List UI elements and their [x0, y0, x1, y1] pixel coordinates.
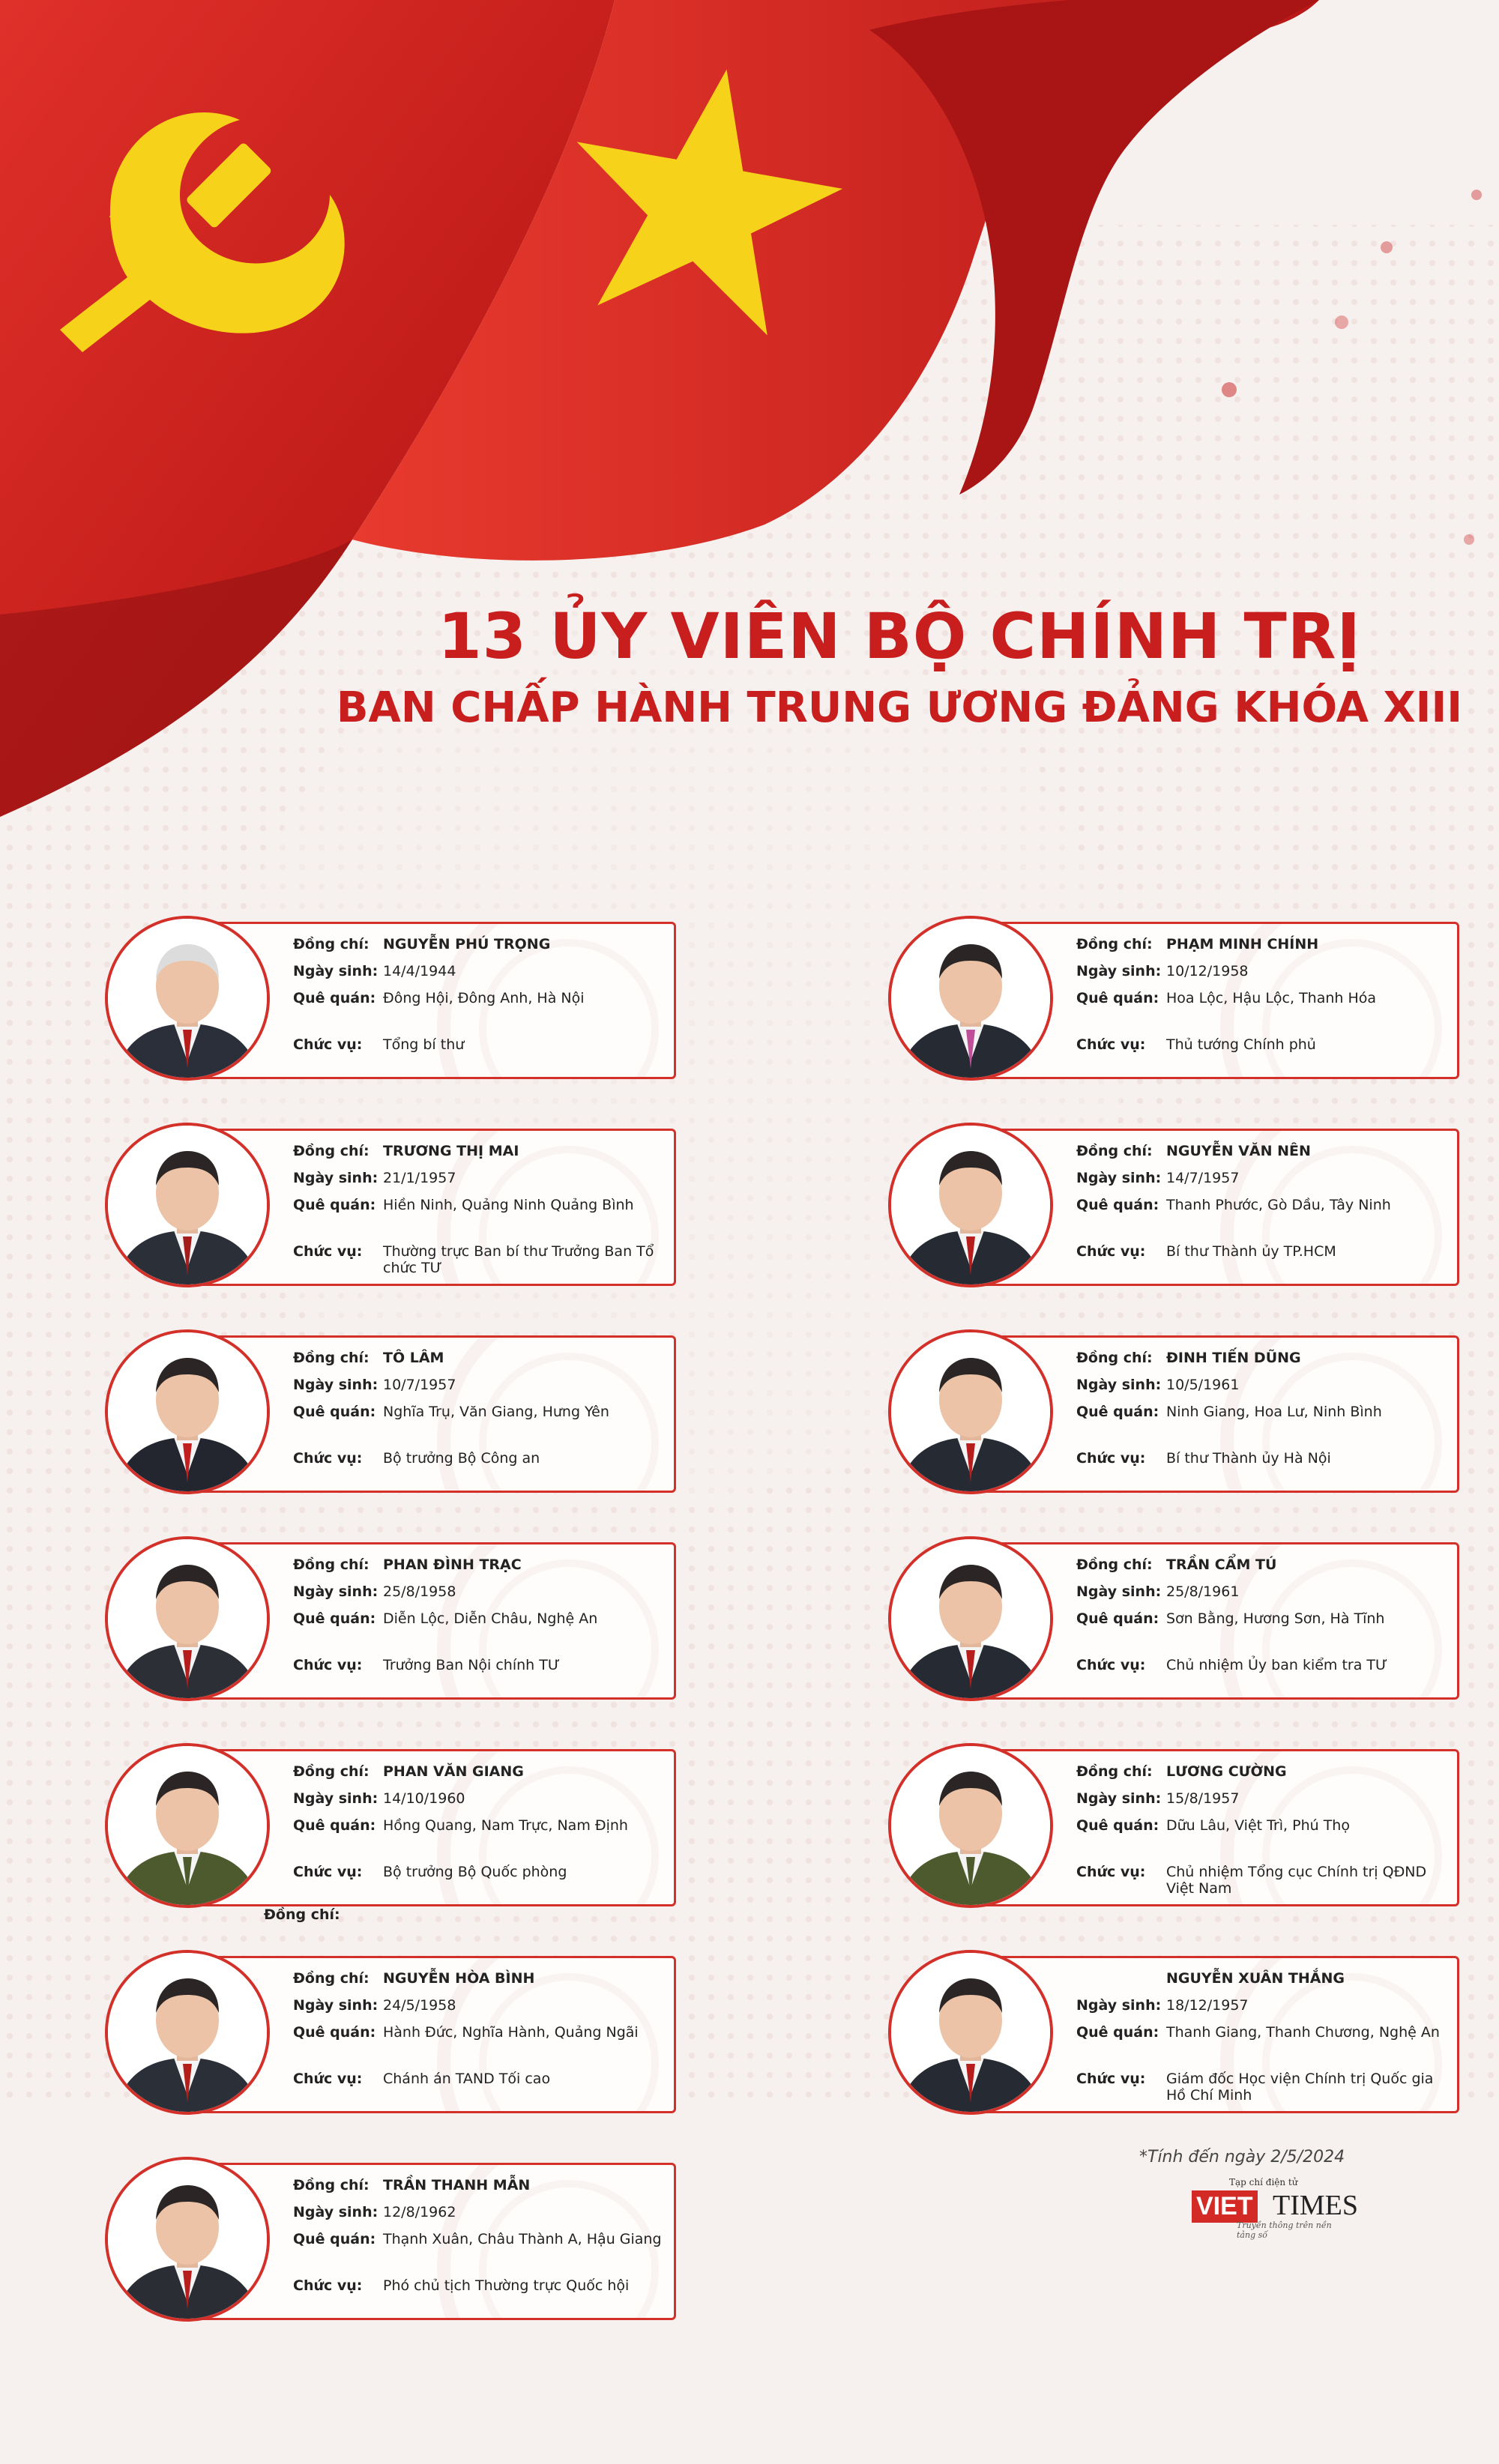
field-value: 21/1/1957 [383, 1170, 456, 1186]
field-value: Sơn Bằng, Hương Sơn, Hà Tĩnh [1166, 1610, 1385, 1627]
member-name: NGUYỄN XUÂN THẮNG [1166, 1970, 1345, 1987]
field-value: Hiền Ninh, Quảng Ninh Quảng Bình [383, 1197, 634, 1213]
member-photo [105, 1536, 270, 1701]
portrait-image [108, 1126, 267, 1284]
portrait-image [891, 1953, 1050, 2112]
member-name: NGUYỄN HÒA BÌNH [383, 1970, 535, 1987]
field-value: 14/7/1957 [1166, 1170, 1240, 1186]
field-label: Quê quán: [1076, 1404, 1159, 1420]
field-value: Chủ nhiệm Ủy ban kiểm tra TƯ [1166, 1657, 1388, 1673]
portrait-image [108, 1539, 267, 1698]
field-value: Đông Hội, Đông Anh, Hà Nội [383, 990, 585, 1006]
field-label: Ngày sinh: [293, 2204, 378, 2220]
field-value: 10/7/1957 [383, 1377, 456, 1393]
field-label: Quê quán: [1076, 1197, 1159, 1213]
viettimes-logo [1192, 2177, 1358, 2240]
member-card [105, 1743, 682, 1908]
field-label: Quê quán: [293, 2024, 376, 2041]
member-name: LƯƠNG CƯỜNG [1166, 1763, 1287, 1780]
field-value: Giám đốc Học viện Chính trị Quốc gia Hồ Chí Minh [1166, 2071, 1434, 2104]
field-label: Quê quán: [293, 1610, 376, 1627]
page-subtitle: BAN CHẤP HÀNH TRUNG ƯƠNG ĐẢNG KHÓA XIII [336, 683, 1463, 732]
member-photo [888, 1536, 1053, 1701]
field-label: Ngày sinh: [293, 1377, 378, 1393]
member-card [888, 916, 1465, 1081]
field-value: Tổng bí thư [383, 1036, 465, 1053]
member-name: PHAN VĂN GIANG [383, 1763, 524, 1780]
field-label: Ngày sinh: [293, 1583, 378, 1600]
member-card [105, 916, 682, 1081]
field-value: Thanh Phước, Gò Dầu, Tây Ninh [1166, 1197, 1391, 1213]
member-photo [888, 916, 1053, 1081]
field-value: Thạnh Xuân, Châu Thành A, Hậu Giang [383, 2231, 662, 2247]
field-label: Đồng chí: [293, 2177, 370, 2193]
member-card [105, 1536, 682, 1701]
field-label: Chức vụ: [1076, 1450, 1146, 1467]
logo-times: TIMES [1273, 2190, 1358, 2221]
field-value: 10/12/1958 [1166, 963, 1249, 979]
member-card [888, 1743, 1465, 1908]
field-value: Bộ trưởng Bộ Quốc phòng [383, 1864, 567, 1880]
member-card [105, 1123, 682, 1287]
field-label: Ngày sinh: [1076, 1170, 1162, 1186]
field-value: 18/12/1957 [1166, 1997, 1249, 2014]
field-value: Chủ nhiệm Tổng cục Chính trị QĐND Việt Nam [1166, 1864, 1427, 1897]
member-card [888, 1123, 1465, 1287]
field-label: Ngày sinh: [1076, 963, 1162, 979]
member-name: TRẦN CẨM TÚ [1166, 1556, 1277, 1573]
field-label: Chức vụ: [293, 1243, 363, 1260]
field-label: Quê quán: [293, 1404, 376, 1420]
portrait-image [108, 1746, 267, 1905]
field-value: 15/8/1957 [1166, 1790, 1240, 1807]
field-value: 14/4/1944 [383, 963, 456, 979]
field-label: Ngày sinh: [293, 1790, 378, 1807]
field-value: Bí thư Thành ủy Hà Nội [1166, 1450, 1331, 1467]
stray-comrade-label: Đồng chí: [264, 1906, 340, 1923]
field-label: Ngày sinh: [293, 1997, 378, 2014]
field-label: Chức vụ: [293, 1864, 363, 1880]
member-photo [105, 1123, 270, 1287]
field-label: Đồng chí: [1076, 936, 1153, 952]
field-label: Quê quán: [1076, 2024, 1159, 2041]
field-value: Hồng Quang, Nam Trực, Nam Định [383, 1817, 628, 1834]
field-value: Nghĩa Trụ, Văn Giang, Hưng Yên [383, 1404, 609, 1420]
field-label: Ngày sinh: [293, 1170, 378, 1186]
field-value: 10/5/1961 [1166, 1377, 1240, 1393]
portrait-image [891, 919, 1050, 1078]
logo-tagline: Truyền thông trên nền tảng số [1237, 2220, 1332, 2240]
field-value: Diễn Lộc, Diễn Châu, Nghệ An [383, 1610, 598, 1627]
field-value: Thanh Giang, Thanh Chương, Nghệ An [1166, 2024, 1440, 2041]
field-value: 25/8/1961 [1166, 1583, 1240, 1600]
field-value: 12/8/1962 [383, 2204, 456, 2220]
member-photo [888, 1123, 1053, 1287]
field-value: 14/10/1960 [383, 1790, 465, 1807]
member-photo [105, 1743, 270, 1908]
member-name: PHAN ĐÌNH TRẠC [383, 1556, 522, 1573]
field-value: Hoa Lộc, Hậu Lộc, Thanh Hóa [1166, 990, 1377, 1006]
page-title: 13 ỦY VIÊN BỘ CHÍNH TRỊ [438, 600, 1361, 673]
field-label: Đồng chí: [293, 1970, 370, 1987]
member-name: NGUYỄN PHÚ TRỌNG [383, 936, 551, 952]
member-card [888, 1329, 1465, 1494]
member-photo [105, 916, 270, 1081]
member-photo [105, 1950, 270, 2115]
member-name: PHẠM MINH CHÍNH [1166, 936, 1319, 952]
field-value: Chánh án TAND Tối cao [383, 2071, 551, 2087]
member-card [105, 2157, 682, 2322]
field-value: Bí thư Thành ủy TP.HCM [1166, 1243, 1336, 1260]
field-label: Chức vụ: [1076, 1036, 1146, 1053]
field-label: Đồng chí: [293, 1143, 370, 1159]
field-label: Quê quán: [293, 1197, 376, 1213]
portrait-image [108, 919, 267, 1078]
field-label: Chức vụ: [293, 2277, 363, 2294]
member-name: TÔ LÂM [383, 1350, 444, 1366]
field-value: Phó chủ tịch Thường trực Quốc hội [383, 2277, 630, 2294]
footnote: *Tính đến ngày 2/5/2024 [1139, 2148, 1345, 2166]
field-label: Đồng chí: [293, 1763, 370, 1780]
portrait-image [108, 1953, 267, 2112]
portrait-image [891, 1539, 1050, 1698]
field-value: Trưởng Ban Nội chính TƯ [383, 1657, 561, 1673]
field-label: Quê quán: [1076, 990, 1159, 1006]
member-photo [105, 1329, 270, 1494]
field-label: Đồng chí: [293, 1350, 370, 1366]
field-label: Đồng chí: [1076, 1556, 1153, 1573]
member-name: NGUYỄN VĂN NÊN [1166, 1143, 1311, 1159]
field-label: Quê quán: [293, 1817, 376, 1834]
field-label: Đồng chí: [1076, 1143, 1153, 1159]
member-card [888, 1536, 1465, 1701]
member-name: TRẦN THANH MẪN [383, 2177, 531, 2193]
field-value: 25/8/1958 [383, 1583, 456, 1600]
field-value: Thủ tướng Chính phủ [1166, 1036, 1316, 1053]
member-name: ĐINH TIẾN DŨNG [1166, 1350, 1301, 1366]
field-value: Ninh Giang, Hoa Lư, Ninh Bình [1166, 1404, 1382, 1420]
field-value: 24/5/1958 [383, 1997, 456, 2014]
portrait-image [891, 1746, 1050, 1905]
field-label: Ngày sinh: [1076, 1997, 1162, 2014]
field-label: Quê quán: [1076, 1610, 1159, 1627]
member-name: TRƯƠNG THỊ MAI [383, 1143, 519, 1159]
field-label: Ngày sinh: [1076, 1377, 1162, 1393]
logo-top-text: Tạp chí điện tử [1229, 2177, 1298, 2187]
field-label: Đồng chí: [1076, 1763, 1153, 1780]
field-label: Quê quán: [1076, 1817, 1159, 1834]
member-photo [888, 1329, 1053, 1494]
field-label: Chức vụ: [293, 1657, 363, 1673]
field-label: Quê quán: [293, 990, 376, 1006]
member-card [105, 1950, 682, 2115]
portrait-image [108, 2160, 267, 2319]
portrait-image [891, 1332, 1050, 1491]
field-value: Hành Đức, Nghĩa Hành, Quảng Ngãi [383, 2024, 639, 2041]
portrait-image [108, 1332, 267, 1491]
field-label: Chức vụ: [293, 2071, 363, 2087]
field-label: Ngày sinh: [293, 963, 378, 979]
member-photo [105, 2157, 270, 2322]
member-photo [888, 1743, 1053, 1908]
field-value: Dữu Lâu, Việt Trì, Phú Thọ [1166, 1817, 1350, 1834]
field-label: Quê quán: [293, 2231, 376, 2247]
member-card [105, 1329, 682, 1494]
field-label: Chức vụ: [1076, 1864, 1146, 1880]
field-label: Chức vụ: [1076, 2071, 1146, 2087]
portrait-image [891, 1126, 1050, 1284]
field-label: Đồng chí: [1076, 1350, 1153, 1366]
member-photo [888, 1950, 1053, 2115]
field-label: Ngày sinh: [1076, 1790, 1162, 1807]
member-card [888, 1950, 1465, 2115]
field-label: Chức vụ: [1076, 1657, 1146, 1673]
field-value: Bộ trưởng Bộ Công an [383, 1450, 540, 1467]
field-label: Chức vụ: [1076, 1243, 1146, 1260]
field-value: Thường trực Ban bí thư Trưởng Ban Tổ chức TƯ [383, 1243, 654, 1276]
field-label: Đồng chí: [293, 936, 370, 952]
field-label: Chức vụ: [293, 1036, 363, 1053]
field-label: Ngày sinh: [1076, 1583, 1162, 1600]
field-label: Chức vụ: [293, 1450, 363, 1467]
field-label: Đồng chí: [293, 1556, 370, 1573]
logo-viet: VIET [1192, 2190, 1258, 2223]
